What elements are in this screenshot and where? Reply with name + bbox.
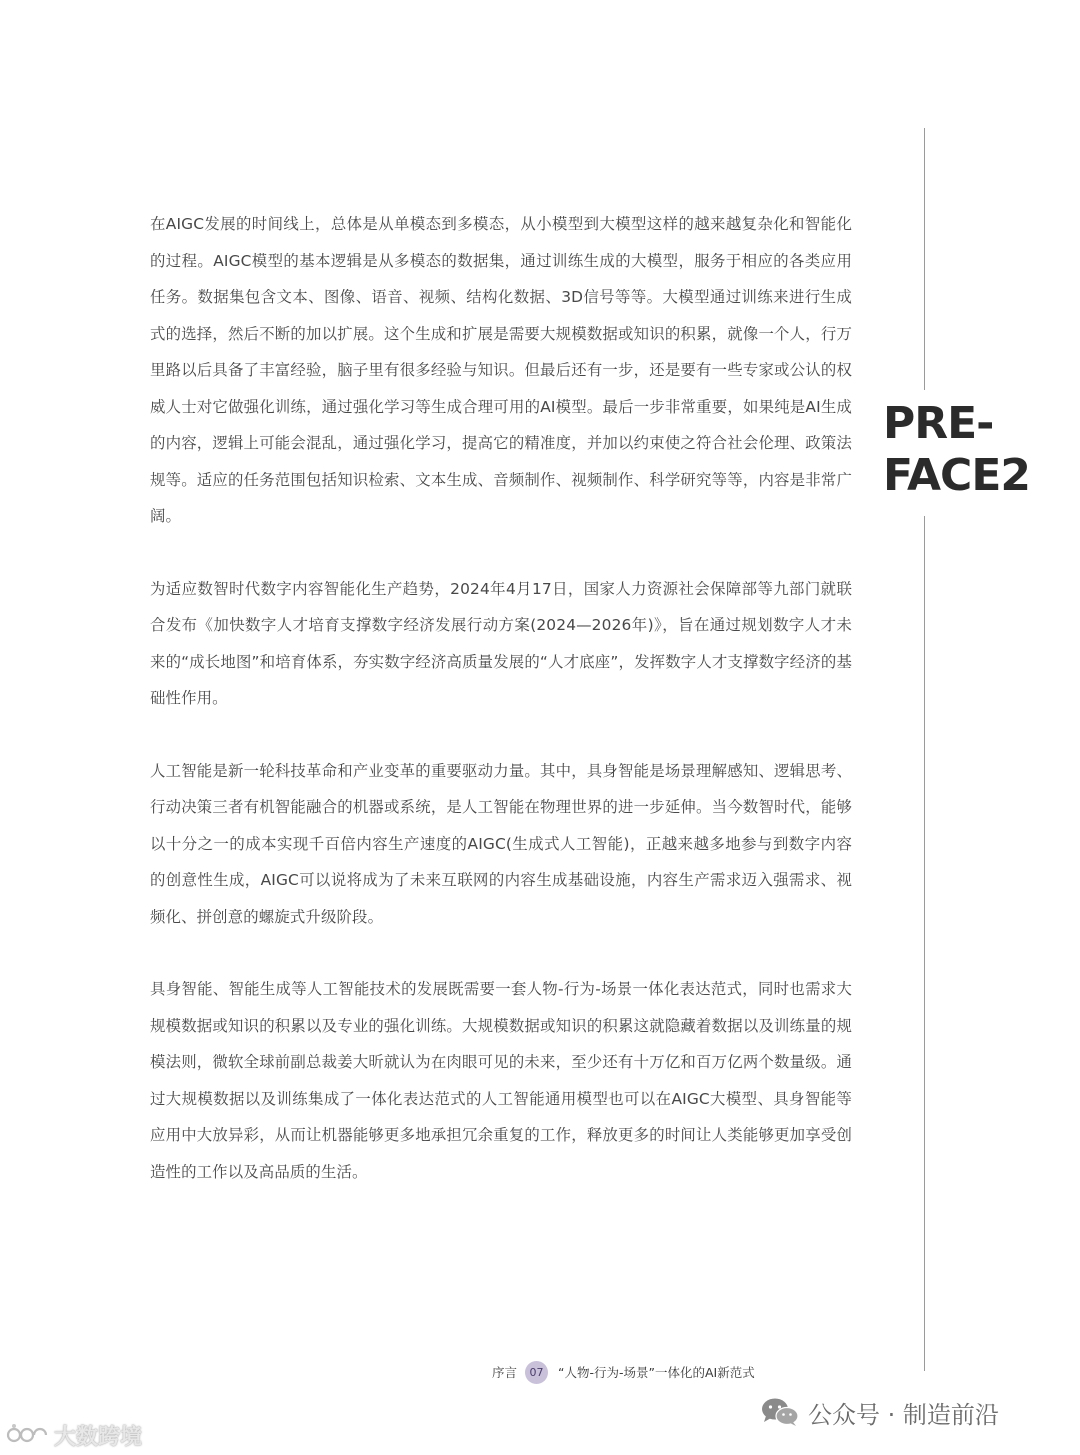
preface-title-line-2: FACE2 bbox=[883, 450, 1031, 501]
footer-document-title: “人物-行为-场景”一体化的AI新范式 bbox=[558, 1365, 755, 1380]
preface-title-line-1: PRE- bbox=[883, 398, 994, 449]
footer-section-label: 序言 bbox=[492, 1365, 518, 1380]
paragraph-3: 人工智能是新一轮科技革命和产业变革的重要驱动力量。其中，具身智能是场景理解感知、逻辑思考、行动决策三者有机智能融合的机器或系统，是人工智能在物理世界的进一步延伸。当今数智时代，能够以十分之一的成本实现千百倍内容生产速度的AIGC(生成式人工智能)，正越来越多地参与到数字内容的创意性生成，AIGC可以说将成为了未来互联网的内容生成基础设施，内容生产需求迈入强需求、视频化、拼创意的螺旋式升级阶段。 bbox=[150, 761, 852, 926]
preface-title bbox=[883, 398, 1073, 502]
source-watermark-text: 大数跨境 bbox=[54, 1424, 143, 1450]
source-logo-icon bbox=[4, 1423, 50, 1447]
paragraph-4: 具身智能、智能生成等人工智能技术的发展既需要一套人物-行为-场景一体化表达范式，同时也需求大规模数据或知识的积累以及专业的强化训练。大规模数据或知识的积累这就隐藏着数据以及训练量的规模法则，微软全球前副总裁姜大昕就认为在肉眼可见的未来，至少还有十万亿和百万亿两个数量级。通过大规模数据以及训练集成了一体化表达范式的人工智能通用模型也可以在AIGC大模型、具身智能等应用中大放异彩，从而让机器能够更多地承担冗余重复的工作，释放更多的时间让人类能够更加享受创造性的工作以及高品质的生活。 bbox=[150, 980, 852, 1181]
wechat-watermark bbox=[760, 1395, 999, 1429]
wechat-watermark-text: 公众号 · 制造前沿 bbox=[808, 1400, 999, 1429]
sidebar-divider-bottom bbox=[924, 516, 925, 1371]
page-footer bbox=[492, 1359, 755, 1385]
source-watermark bbox=[4, 1420, 142, 1450]
paragraph-2: 为适应数智时代数字内容智能化生产趋势，2024年4月17日，国家人力资源社会保障部等九部门就联合发布《加快数字人才培育支撑数字经济发展行动方案(2024—2026年)》，旨在通过规划数字人才未来的“成长地图”和培育体系，夯实数字经济高质量发展的“人才底座”，发挥数字人才支撑数字经济的基础性作用。 bbox=[150, 579, 852, 707]
wechat-icon bbox=[760, 1397, 800, 1427]
page-number-badge: 07 bbox=[525, 1361, 548, 1384]
paragraph-1: 在AIGC发展的时间线上，总体是从单模态到多模态，从小模型到大模型这样的越来越复杂化和智能化的过程。AIGC模型的基本逻辑是从多模态的数据集，通过训练生成的大模型，服务于相应的各类应用任务。数据集包含文本、图像、语音、视频、结构化数据、3D信号等等。大模型通过训练来进行生成式的选择，然后不断的加以扩展。这个生成和扩展是需要大规模数据或知识的积累，就像一个人，行万里路以后具备了丰富经验，脑子里有很多经验与知识。但最后还有一步，还是要有一些专家或公认的权威人士对它做强化训练，通过强化学习等生成合理可用的AI模型。最后一步非常重要，如果纯是AI生成的内容，逻辑上可能会混乱，通过强化学习，提高它的精准度，并加以约束使之符合社会伦理、政策法规等。适应的任务范围包括知识检索、文本生成、音频制作、视频制作、科学研究等等，内容是非常广阔。 bbox=[150, 215, 852, 525]
body-text bbox=[150, 206, 852, 1226]
sidebar-divider-top bbox=[924, 128, 925, 390]
